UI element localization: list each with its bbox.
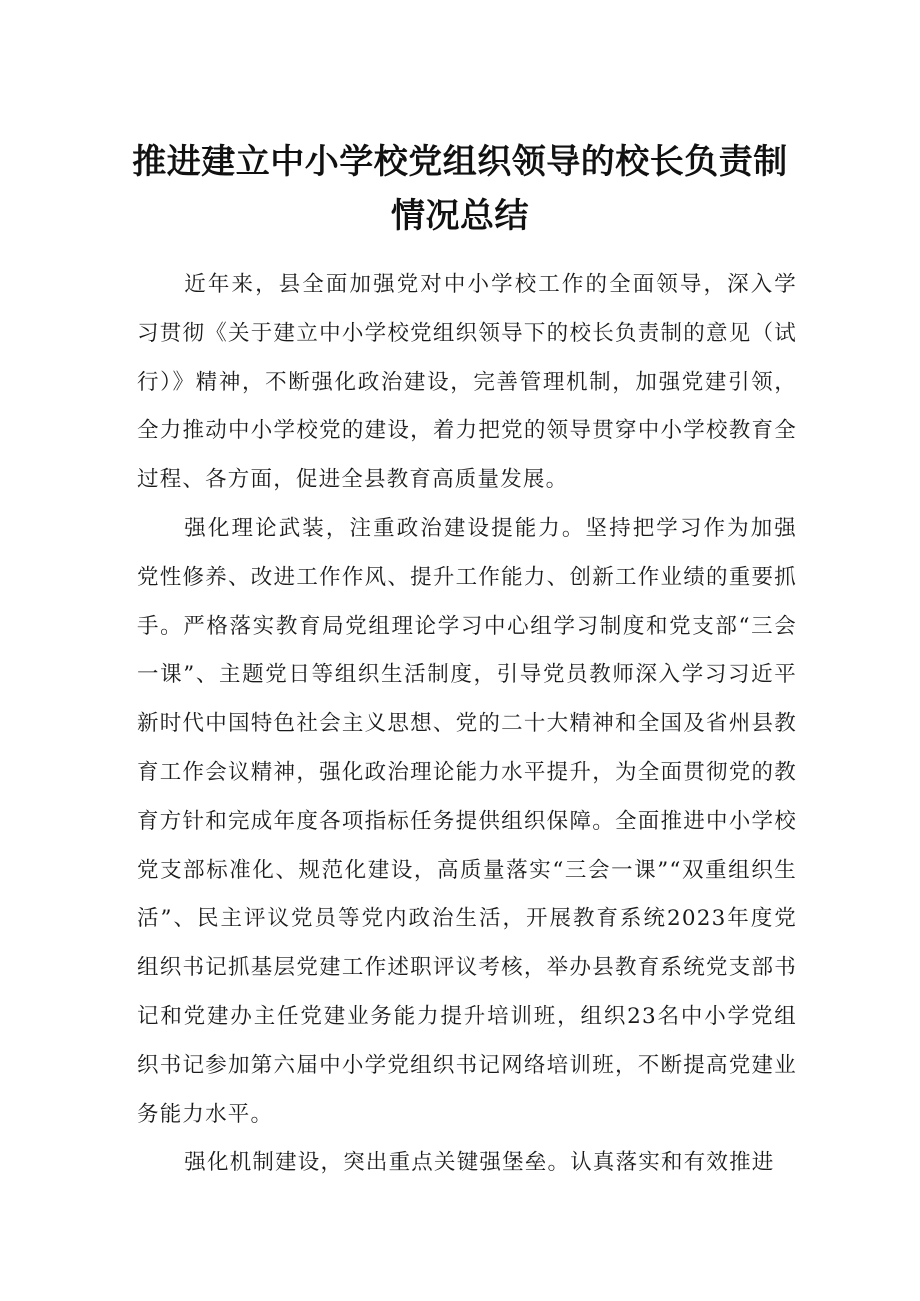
paragraph-mechanism: 强化机制建设，突出重点关键强堡垒。认真落实和有效推进 (184, 1150, 775, 1176)
document-title-line-1: 推进建立中小学校党组织领导的校长负责制 (132, 142, 788, 182)
document-title-line-2: 情况总结 (391, 196, 529, 236)
paragraph-intro: 近年来，县全面加强党对中小学校工作的全面领导，深入学习贯彻《关于建立中小学校党组织领导下的校长负责制的意见（试行）》精神，不断强化政治建设，完善管理机制，加强党建引领，全力推动中小学校党的建设，着力把党的领导贯穿中小学校教育全过程、各方面，促进全县教育高质量发展。 (137, 272, 797, 493)
paragraph-theory: 强化理论武装，注重政治建设提能力。坚持把学习作为加强党性修养、改进工作作风、提升工作能力、创新工作业绩的重要抓手。严格落实教育局党组理论学习中心组学习制度和党支部“三会一课”、主题党日等组织生活制度，引导党员教师深入学习习近平新时代中国特色社会主义思想、党的二十大精神和全国及省州县教育工作会议精神，强化政治理论能力水平提升，为全面贯彻党的教育方针和完成年度各项指标任务提供组织保障。全面推进中小学校党支部标准化、规范化建设，高质量落实“三会一课”“双重组织生活”、民主评议党员等党内政治生活，开展教育系统2023年度党组织书记抓基层党建工作述职评议考核，举办县教育系统党支部书记和党建办主任党建业务能力提升培训班，组织23名中小学党组织书记参加第六届中小学党组织书记网络培训班，不断提高党建业务能力水平。 (137, 515, 797, 1127)
document-body (137, 261, 797, 1188)
